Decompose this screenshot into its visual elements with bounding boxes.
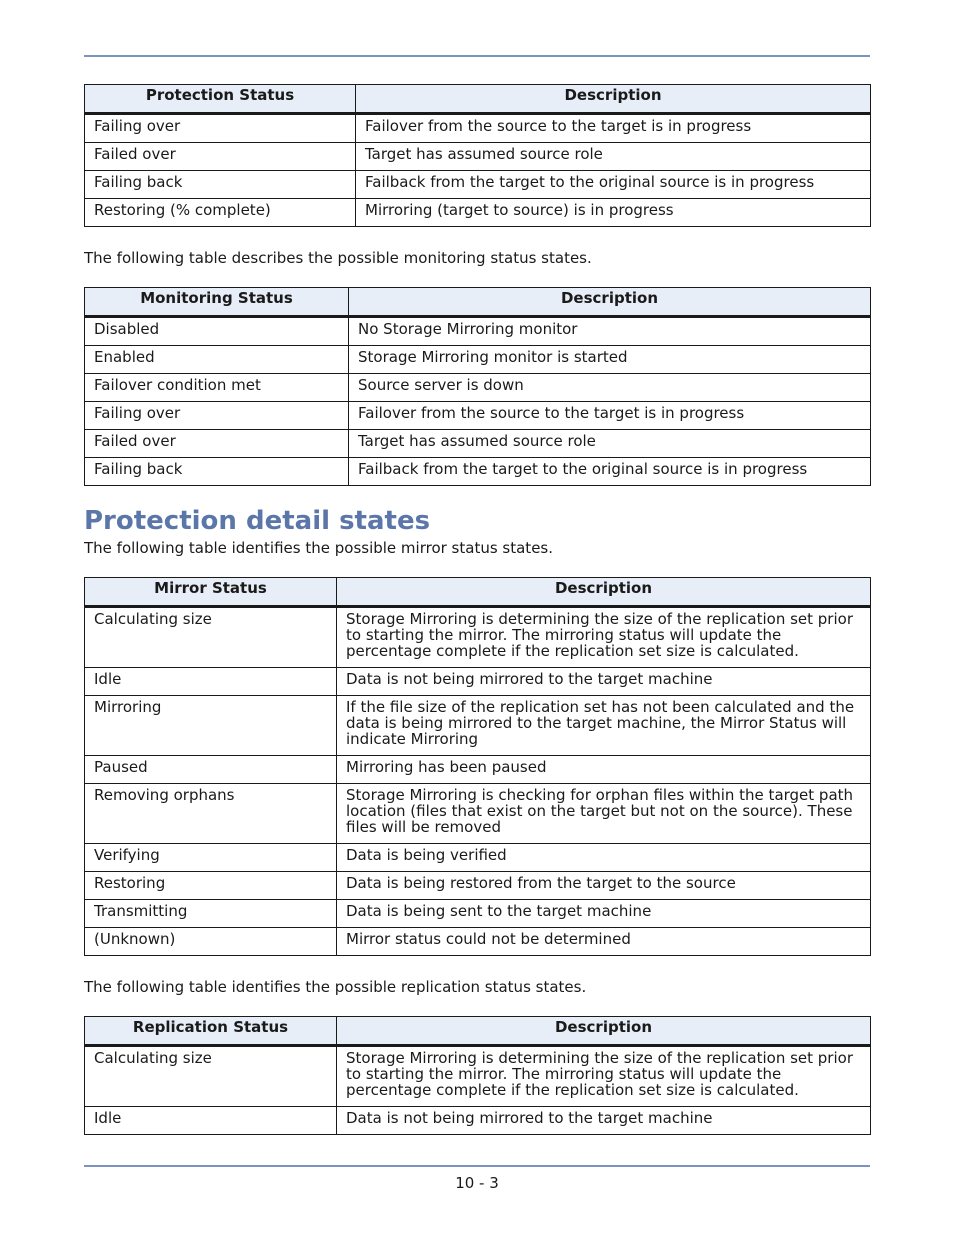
status-cell: Restoring	[85, 872, 337, 900]
description-cell: No Storage Mirroring monitor	[349, 317, 871, 346]
description-cell: Failover from the source to the target is in progress	[356, 114, 871, 143]
table-row	[85, 928, 871, 956]
status-cell: Failed over	[85, 430, 349, 458]
table-header-row	[85, 288, 871, 317]
status-cell: Failing back	[85, 458, 349, 486]
description-cell: Failover from the source to the target is in progress	[349, 402, 871, 430]
table-row	[85, 458, 871, 486]
table-row	[85, 784, 871, 844]
mirror-status-table	[84, 577, 871, 956]
table-header-row	[85, 85, 871, 114]
status-cell: Mirroring	[85, 696, 337, 756]
table-row	[85, 346, 871, 374]
description-cell: Storage Mirroring monitor is started	[349, 346, 871, 374]
description-cell: Data is being verified	[337, 844, 871, 872]
column-header: Mirror Status	[85, 578, 337, 607]
table-row	[85, 872, 871, 900]
status-cell: Failover condition met	[85, 374, 349, 402]
footer-rule	[84, 1165, 870, 1167]
table-header-row	[85, 1017, 871, 1046]
table-row	[85, 171, 871, 199]
column-header: Monitoring Status	[85, 288, 349, 317]
table-row	[85, 1046, 871, 1107]
column-header: Description	[337, 1017, 871, 1046]
table-row	[85, 844, 871, 872]
page-content	[84, 84, 870, 1135]
description-cell: Failback from the target to the original source is in progress	[349, 458, 871, 486]
status-cell: Disabled	[85, 317, 349, 346]
status-cell: Removing orphans	[85, 784, 337, 844]
monitoring-status-table	[84, 287, 871, 486]
column-header: Replication Status	[85, 1017, 337, 1046]
table-row	[85, 1107, 871, 1135]
description-cell: Mirroring (target to source) is in progress	[356, 199, 871, 227]
status-cell: Restoring (% complete)	[85, 199, 356, 227]
description-cell: Mirror status could not be determined	[337, 928, 871, 956]
monitoring-intro: The following table describes the possible monitoring status states.	[84, 249, 592, 267]
description-cell: Mirroring has been paused	[337, 756, 871, 784]
status-cell: (Unknown)	[85, 928, 337, 956]
status-cell: Calculating size	[85, 1046, 337, 1107]
description-cell: Target has assumed source role	[349, 430, 871, 458]
replication-status-table	[84, 1016, 871, 1135]
status-cell: Calculating size	[85, 607, 337, 668]
table-row	[85, 430, 871, 458]
description-cell: Data is not being mirrored to the target machine	[337, 668, 871, 696]
table-row	[85, 756, 871, 784]
description-cell: Source server is down	[349, 374, 871, 402]
description-cell: If the file size of the replication set has not been calculated and the data is being mirrored to the target machine, the Mirror Status will indicate Mirroring	[337, 696, 871, 756]
column-header: Protection Status	[85, 85, 356, 114]
header-rule	[84, 55, 870, 57]
status-cell: Verifying	[85, 844, 337, 872]
table-row	[85, 668, 871, 696]
status-cell: Idle	[85, 1107, 337, 1135]
protection-status-table	[84, 84, 871, 227]
description-cell: Data is not being mirrored to the target machine	[337, 1107, 871, 1135]
description-cell: Storage Mirroring is determining the size of the replication set prior to starting the mirror. The mirroring status will update the percentage complete if the replication set size is calculated.	[337, 607, 871, 668]
table-row	[85, 114, 871, 143]
status-cell: Paused	[85, 756, 337, 784]
section-heading: Protection detail states	[84, 506, 431, 536]
mirror-intro: The following table identifies the possible mirror status states.	[84, 539, 553, 557]
table-row	[85, 900, 871, 928]
description-cell: Data is being sent to the target machine	[337, 900, 871, 928]
table-row	[85, 374, 871, 402]
description-cell: Target has assumed source role	[356, 143, 871, 171]
description-cell: Storage Mirroring is determining the size of the replication set prior to starting the mirror. The mirroring status will update the percentage complete if the replication set size is calculated.	[337, 1046, 871, 1107]
table-row	[85, 199, 871, 227]
table-row	[85, 143, 871, 171]
table-row	[85, 607, 871, 668]
status-cell: Failing back	[85, 171, 356, 199]
status-cell: Idle	[85, 668, 337, 696]
table-row	[85, 402, 871, 430]
column-header: Description	[356, 85, 871, 114]
description-cell: Data is being restored from the target to the source	[337, 872, 871, 900]
status-cell: Failing over	[85, 114, 356, 143]
table-row	[85, 696, 871, 756]
page-number: 10 - 3	[455, 1174, 499, 1192]
replication-intro: The following table identifies the possible replication status states.	[84, 978, 587, 996]
status-cell: Failing over	[85, 402, 349, 430]
column-header: Description	[337, 578, 871, 607]
status-cell: Failed over	[85, 143, 356, 171]
table-header-row	[85, 578, 871, 607]
column-header: Description	[349, 288, 871, 317]
description-cell: Storage Mirroring is checking for orphan files within the target path location (files that exist on the target but not on the source). These files will be removed	[337, 784, 871, 844]
status-cell: Transmitting	[85, 900, 337, 928]
table-row	[85, 317, 871, 346]
status-cell: Enabled	[85, 346, 349, 374]
description-cell: Failback from the target to the original source is in progress	[356, 171, 871, 199]
